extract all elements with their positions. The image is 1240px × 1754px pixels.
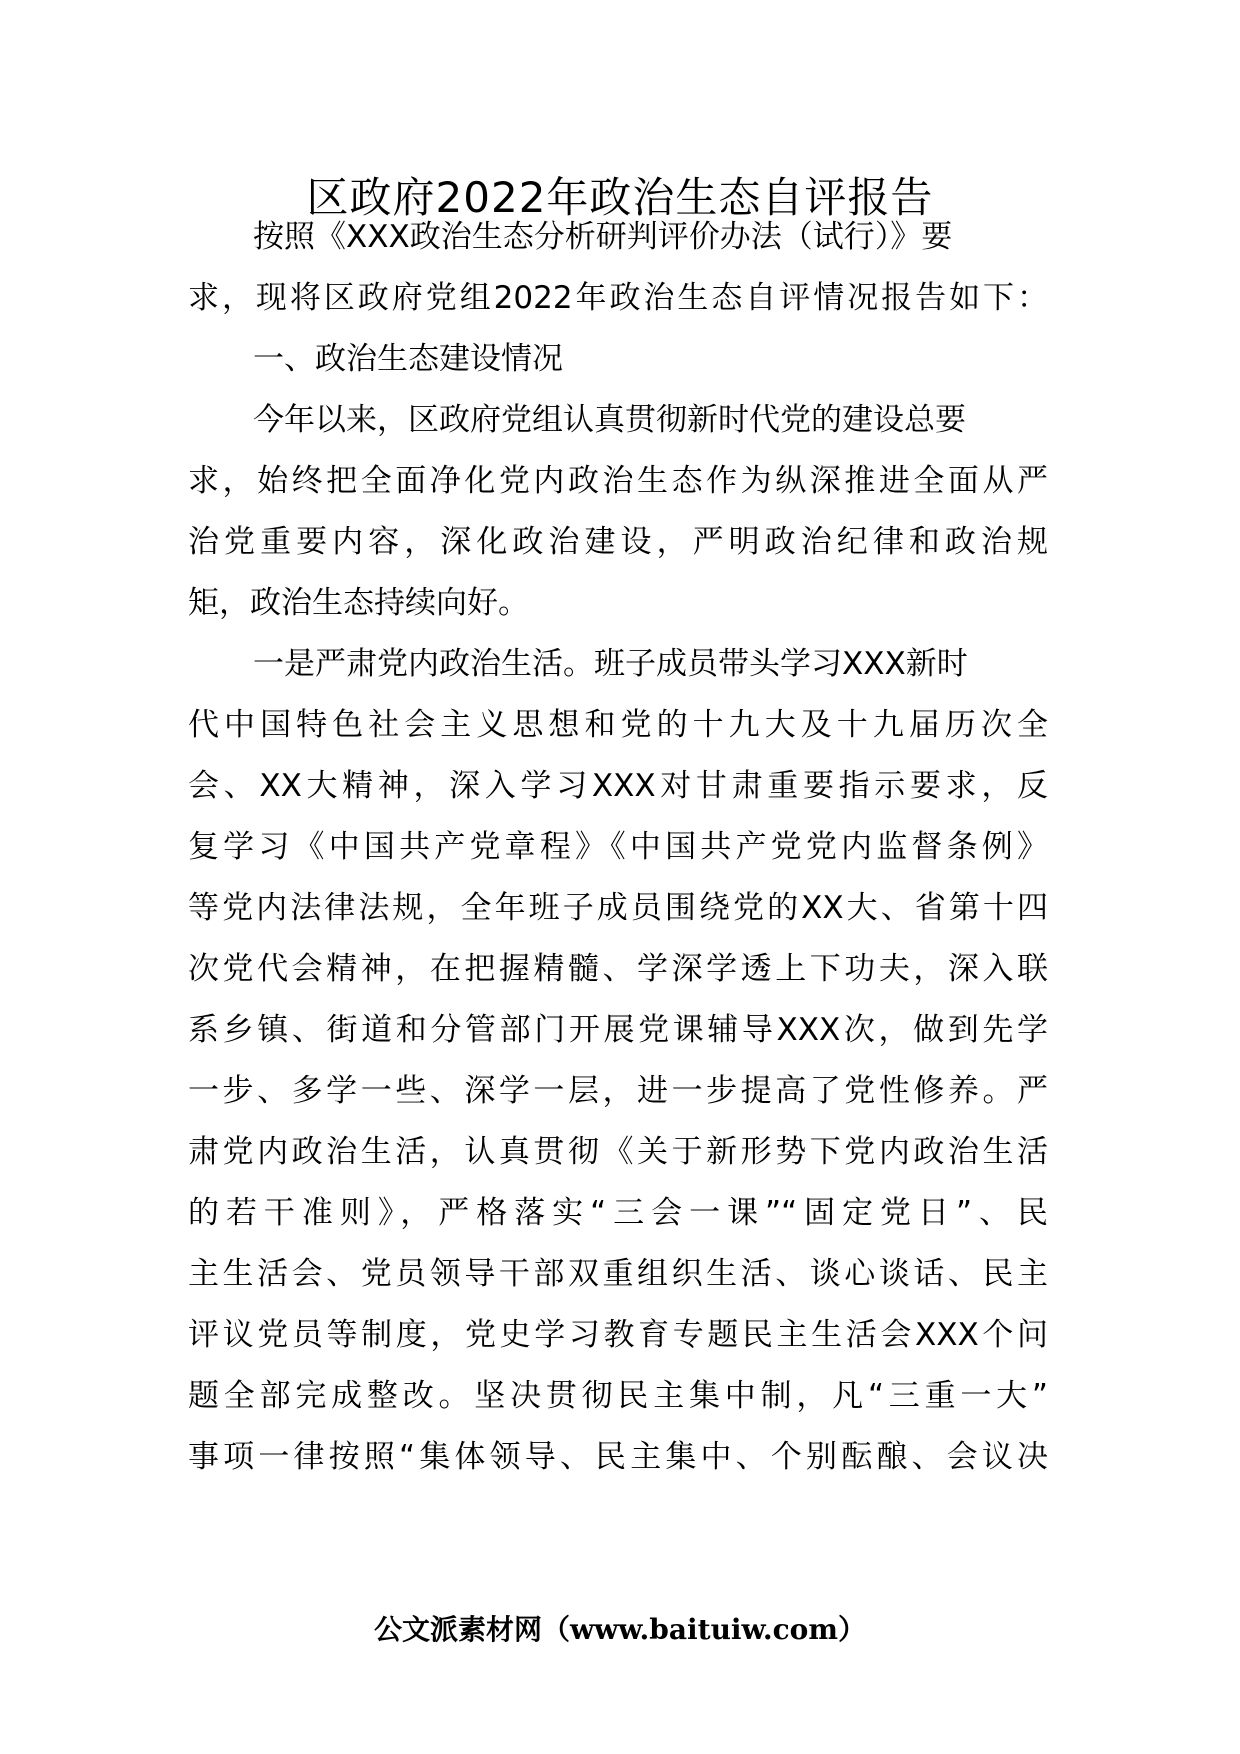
body-line: 主生活会、党员领导干部双重组织生活、谈心谈话、民主	[188, 1256, 1048, 1292]
section-heading: 一、政治生态建设情况	[253, 341, 563, 377]
body-line: 题全部完成整改。坚决贯彻民主集中制，凡“三重一大”	[188, 1378, 1048, 1414]
body-line: 次党代会精神，在把握精髓、学深学透上下功夫，深入联	[188, 951, 1048, 987]
footer-watermark: 公文派素材网（www.baituiw.com）	[374, 1613, 866, 1646]
body-line: 一是严肃党内政治生活。班子成员带头学习XXX新时	[253, 646, 968, 682]
body-line: 的若干准则》，严格落实“三会一课”“固定党日”、民	[188, 1195, 1048, 1231]
body-line: 求，始终把全面净化党内政治生态作为纵深推进全面从严	[188, 463, 1048, 499]
body-line: 会、XX大精神，深入学习XXX对甘肃重要指示要求，反	[188, 768, 1048, 804]
body-line: 系乡镇、街道和分管部门开展党课辅导XXX次，做到先学	[188, 1012, 1048, 1048]
body-line: 矩，政治生态持续向好。	[188, 585, 529, 621]
document-title: 区政府2022年政治生态自评报告	[306, 173, 934, 222]
body-line: 复学习《中国共产党章程》《中国共产党党内监督条例》	[188, 829, 1048, 865]
body-line: 评议党员等制度，党史学习教育专题民主生活会XXX个问	[188, 1317, 1048, 1353]
body-line: 今年以来，区政府党组认真贯彻新时代党的建设总要	[253, 402, 966, 438]
body-line: 一步、多学一些、深学一层，进一步提高了党性修养。严	[188, 1073, 1048, 1109]
body-line: 求，现将区政府党组2022年政治生态自评情况报告如下：	[188, 280, 1048, 316]
body-line: 治党重要内容，深化政治建设，严明政治纪律和政治规	[188, 524, 1048, 560]
body-line: 按照《XXX政治生态分析研判评价办法（试行）》要	[253, 219, 953, 255]
body-line: 等党内法律法规，全年班子成员围绕党的XX大、省第十四	[188, 890, 1048, 926]
body-line: 代中国特色社会主义思想和党的十九大及十九届历次全	[188, 707, 1048, 743]
body-line: 肃党内政治生活，认真贯彻《关于新形势下党内政治生活	[188, 1134, 1048, 1170]
body-line: 事项一律按照“集体领导、民主集中、个别酝酿、会议决	[188, 1439, 1048, 1475]
